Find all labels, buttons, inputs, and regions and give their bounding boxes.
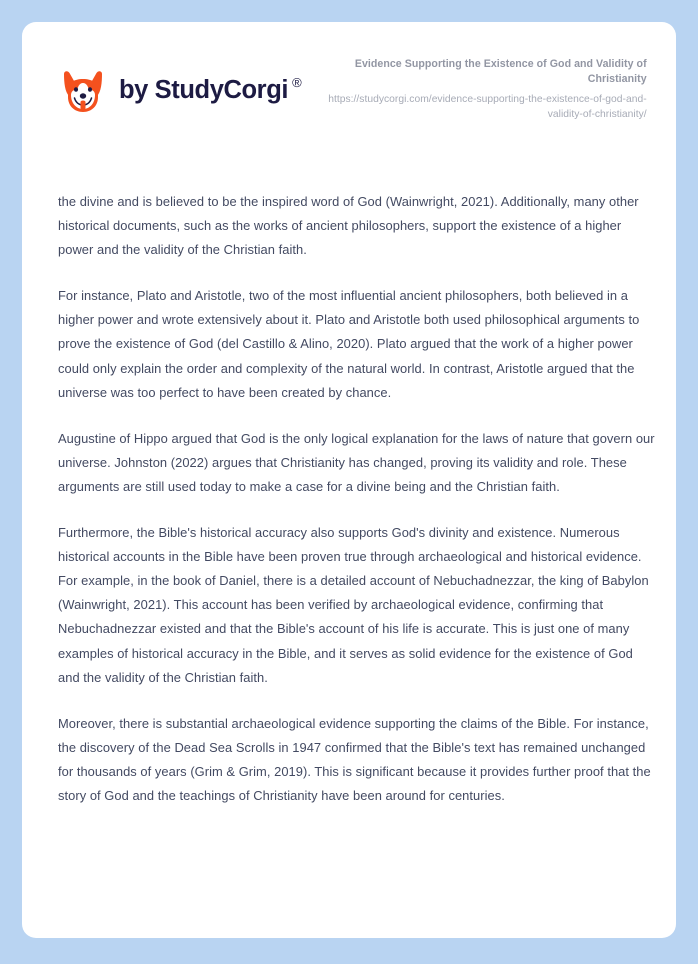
body-paragraph: For instance, Plato and Aristotle, two of the most influential ancient philosophers, both believed in a higher power and wrote extensively about it. Plato and Aristotle both used philosophical arguments to prove the existence of God (del Castillo & Alino, 2020). Plato argued that the work of a higher power could only explain the order and complexity of the natural world. In contrast, Aristotle argued that the universe was too perfect to have been created by chance. (58, 288, 640, 400)
brand-wordmark (119, 75, 302, 105)
page-title: Evidence Supporting the Existence of God and Validity of Christianity (354, 58, 647, 86)
body-paragraph: Moreover, there is substantial archaeological evidence supporting the claims of the Bible. For instance, the discovery of the Dead Sea Scrolls in 1947 confirmed that the Bible's text has remained unchanged for thousands of years (Grim & Grim, 2019). This is significant because it provides further proof that the story of God and the teachings of Christianity have been around for centuries. (58, 715, 651, 803)
registered-trademark-icon: ® (292, 75, 302, 91)
body-paragraph: the divine and is believed to be the inspired word of God (Wainwright, 2021). Additionally, many other historical documents, such as the works of ancient philosophers, support the existence of a higher power and the validity of the Christian faith. (58, 194, 639, 258)
document-body (58, 190, 658, 808)
brand-name-text: by StudyCorgi (119, 76, 289, 105)
document-sheet (22, 22, 676, 938)
body-paragraph: Augustine of Hippo argued that God is the only logical explanation for the laws of nature that govern our universe. Johnston (2022) argues that Christianity has changed, proving its validity and role. These arguments are still used today to make a case for a divine being and the Christian faith. (58, 430, 655, 494)
body-paragraph: Furthermore, the Bible's historical accuracy also supports God's divinity and existence. Numerous historical accounts in the Bible have been proven true through archaeological and historical evidence. For example, in the book of Daniel, there is a detailed account of Nebuchadnezzar, the king of Babylon (Wainwright, 2021). This account has been verified by archaeological evidence, confirming that Nebuchadnezzar existed and that the Bible's account of his life is accurate. This is just one of many examples of historical accuracy in the Bible, and it serves as solid evidence for the existence of God and the validity of the Christian faith. (58, 525, 649, 685)
studycorgi-brand[interactable] (58, 66, 302, 116)
source-url[interactable]: https://studycorgi.com/evidence-supporting-the-existence-of-god-and-validity-of-christianity/ (328, 94, 647, 121)
document-header (22, 22, 676, 156)
corgi-face-icon (58, 66, 108, 116)
document-meta (302, 57, 647, 123)
